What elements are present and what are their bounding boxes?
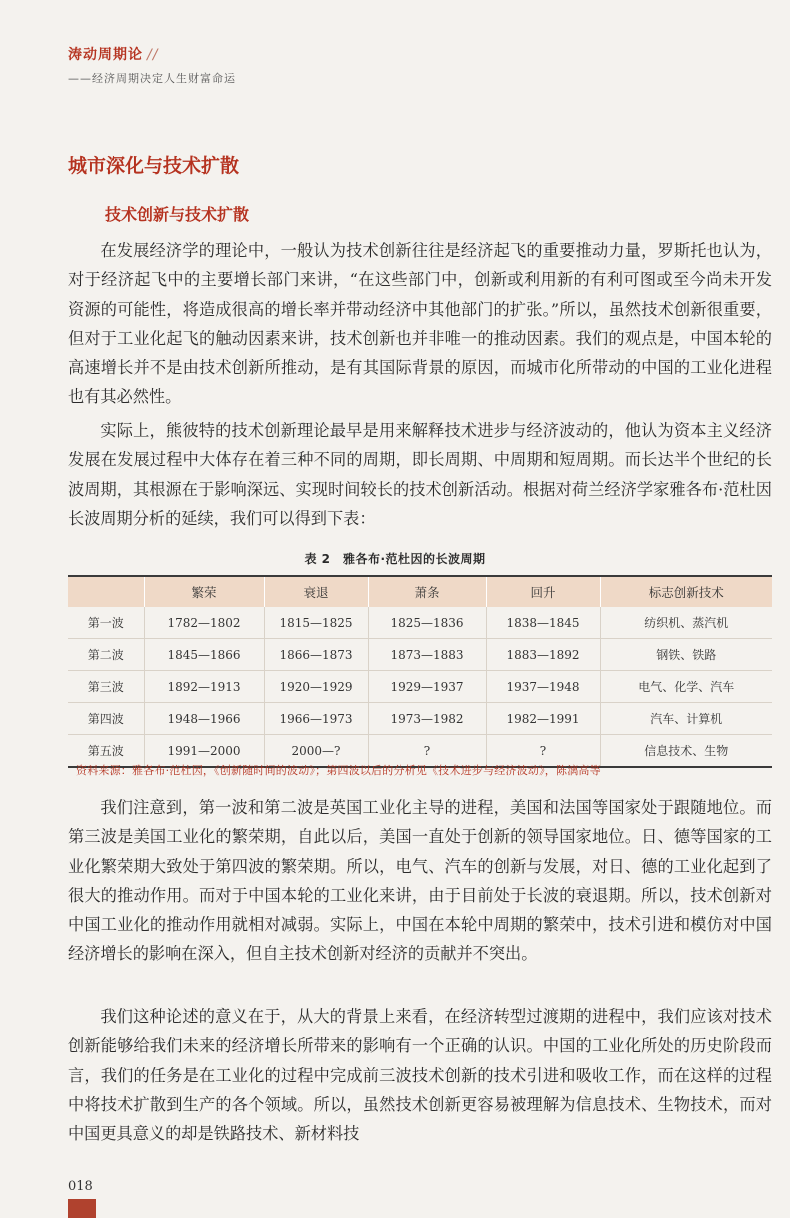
table-row [68,639,772,671]
table-cell: 1920—1929 [264,671,368,703]
table-cell: 1845—1866 [144,639,264,671]
table-row [68,703,772,735]
table-cell: 第一波 [68,607,144,639]
header-cell-depression: 萧条 [368,576,486,607]
table-caption: 表 2 雅各布·范杜因的长波周期 [304,552,486,566]
table-cell: 1892—1913 [144,671,264,703]
table-cell: 第五波 [68,735,144,768]
table-cell: 1873—1883 [368,639,486,671]
table-cell: 汽车、计算机 [600,703,772,735]
table-cell: 1825—1836 [368,607,486,639]
series-subtitle: ——经济周期决定人生财富命运 [68,72,236,85]
table-cell: 1937—1948 [486,671,600,703]
table-cell: 1966—1973 [264,703,368,735]
series-mark: // [147,47,159,63]
header-cell-recovery: 回升 [486,576,600,607]
table-cell: 1948—1966 [144,703,264,735]
page-number: 018 [68,1179,93,1194]
table-cell: 1982—1991 [486,703,600,735]
series-title [68,44,236,64]
table-cell: 钢铁、铁路 [600,639,772,671]
table-row [68,671,772,703]
table-cell: 第四波 [68,703,144,735]
header-cell-recession: 衰退 [264,576,368,607]
header-cell-prosperity: 繁荣 [144,576,264,607]
table-source-note: 资料来源：雅各布·范杜因，《创新随时间的波动》；第四波以后的分析见《技术进步与经济波动》，陈漓高等 [76,764,601,777]
page-color-tab [68,1199,96,1218]
table-cell: 1815—1825 [264,607,368,639]
table-cell: 1782—1802 [144,607,264,639]
table-cell: 信息技术、生物 [600,735,772,768]
table-cell: 1991—2000 [144,735,264,768]
table-cell: ? [368,735,486,768]
table-cell: 1973—1982 [368,703,486,735]
subsection-title: 技术创新与技术扩散 [105,205,250,224]
table-cell: ? [486,735,600,768]
table-cell: 第二波 [68,639,144,671]
body-paragraph-2: 实际上，熊彼特的技术创新理论最早是用来解释技术进步与经济波动的，他认为资本主义经济发展在发展过程中大体存在着三种不同的周期，即长周期、中周期和短周期。而长达半个世纪的长波周期，其根源在于影响深远、实现时间较长的技术创新活动。根据对荷兰经济学家雅各布·范杜因长波周期分析的延续，我们可以得到下表： [68,421,772,528]
body-paragraph-3: 我们注意到，第一波和第二波是英国工业化主导的进程，美国和法国等国家处于跟随地位。而第三波是美国工业化的繁荣期，自此以后，美国一直处于创新的领导国家地位。日、德等国家的工业化繁荣期大致处于第四波的繁荣期。所以，电气、汽车的创新与发展，对日、德的工业化起到了很大的推动作用。而对于中国本轮的工业化来讲，由于目前处于长波的衰退期。所以，技术创新对中国工业化的推动作用就相对减弱。实际上，中国在本轮中周期的繁荣中，技术引进和模仿对中国经济增长的影响在深入，但自主技术创新对经济的贡献并不突出。 [68,798,772,964]
section-title: 城市深化与技术扩散 [68,155,240,177]
header-cell-blank [68,576,144,607]
long-wave-table [68,575,772,768]
table-cell: 1929—1937 [368,671,486,703]
table-cell: 1866—1873 [264,639,368,671]
table-row [68,607,772,639]
table-cell: 1838—1845 [486,607,600,639]
series-title-text: 涛动周期论 [68,47,143,63]
table-cell: 电气、化学、汽车 [600,671,772,703]
body-paragraph-1: 在发展经济学的理论中，一般认为技术创新往往是经济起飞的重要推动力量，罗斯托也认为，对于经济起飞中的主要增长部门来讲，“在这些部门中，创新或利用新的有利可图或至今尚未开发资源的可能性，将造成很高的增长率并带动经济中其他部门的扩张。”所以，虽然技术创新很重要，但对于工业化起飞的触动因素来讲，技术创新也并非唯一的推动因素。我们的观点是，中国本轮的高速增长并不是由技术创新所推动，是有其国际背景的原因，而城市化所带动的中国的工业化进程也有其必然性。 [68,241,772,407]
table-header-row [68,576,772,607]
table-cell: 第三波 [68,671,144,703]
header-cell-innovation: 标志创新技术 [600,576,772,607]
table-cell: 2000—? [264,735,368,768]
table-cell: 1883—1892 [486,639,600,671]
table-cell: 纺织机、蒸汽机 [600,607,772,639]
running-head [68,44,236,86]
body-paragraph-4: 我们这种论述的意义在于，从大的背景上来看，在经济转型过渡期的进程中，我们应该对技术创新能够给我们未来的经济增长所带来的影响有一个正确的认识。中国的工业化所处的历史阶段而言，我们的任务是在工业化的过程中完成前三波技术创新的技术引进和吸收工作，而在这样的过程中将技术扩散到生产的各个领域。所以，虽然技术创新更容易被理解为信息技术、生物技术，而对中国更具意义的却是铁路技术、新材料技 [68,1007,772,1144]
